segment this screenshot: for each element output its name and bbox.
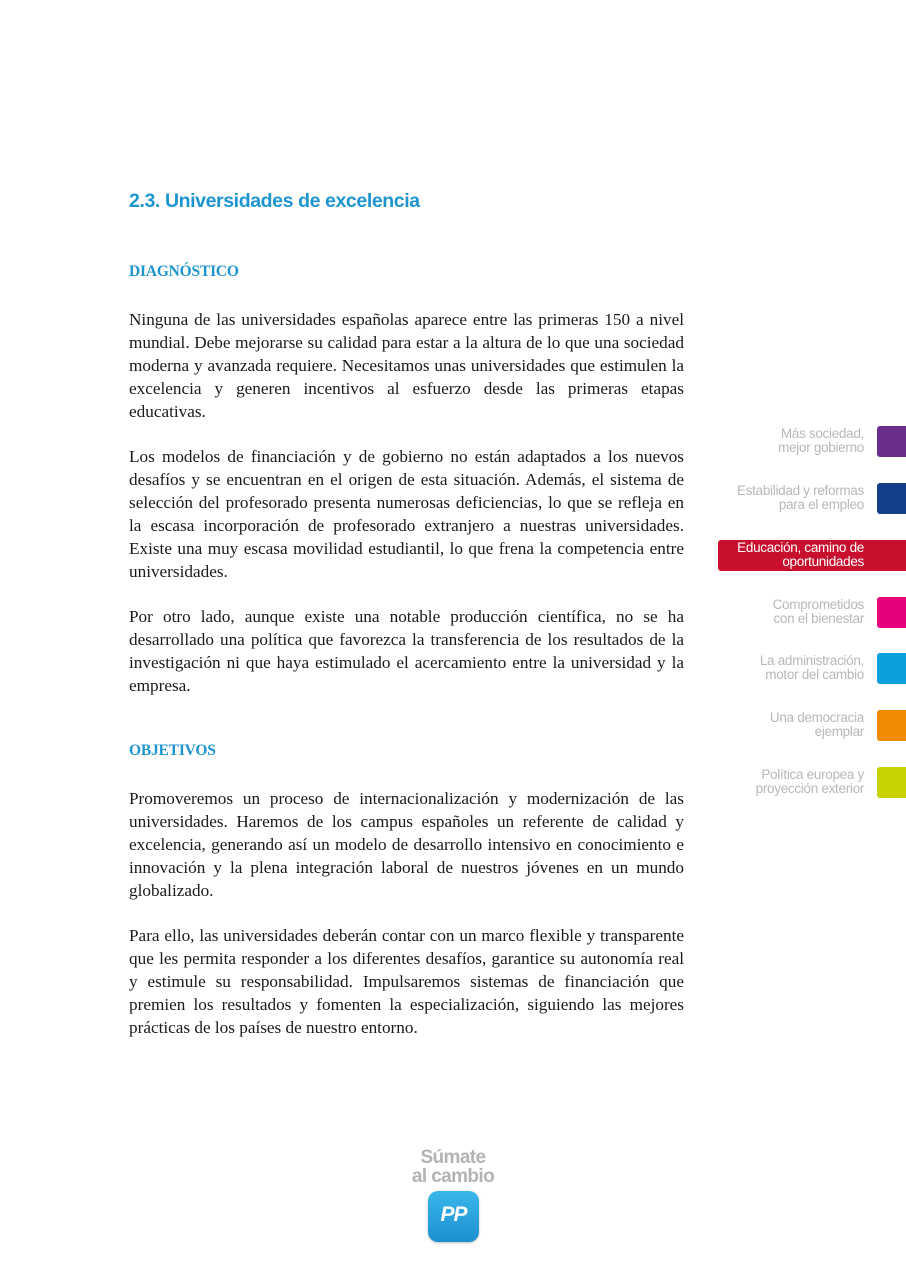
nav-label-line1: Comprometidos (772, 597, 864, 612)
nav-label-line1: Estabilidad y reformas (737, 483, 864, 498)
section-heading-diagnostico: DIAGNÓSTICO (129, 263, 239, 280)
pp-logo-icon (428, 1191, 479, 1242)
paragraph: Para ello, las universidades deberán contar con un marco flexible y transparente que les permita responder a los diferentes desafíos, garantice su autonomía real y estimule su responsabilidad. Impulsaremos sistemas de financiación que premien los resultados y fomenten la especialización, siguiendo las mejores prácticas de los países de nuestro entorno. (129, 926, 684, 1037)
slogan-line1: Súmate (420, 1147, 486, 1168)
nav-item-politica-europea[interactable] (666, 767, 906, 799)
nav-color-tab (877, 653, 906, 684)
logo-text: PP (440, 1203, 467, 1226)
paragraph: Los modelos de financiación y de gobierno no están adaptados a los nuevos desafíos y se encuentran en el origen de esta situación. Además, el sistema de selección del profesorado presenta numerosas deficiencias, lo que se refleja en la escasa incorporación de profesorado extranjero a nuestras universidades. Existe una muy escasa movilidad estudiantil, lo que frena la competencia entre universidades. (129, 447, 684, 581)
nav-label-line1: Educación, camino de (737, 540, 864, 555)
nav-color-tab (877, 483, 906, 514)
nav-color-tab (877, 710, 906, 741)
page-title: 2.3. Universidades de excelencia (129, 190, 420, 212)
nav-label-line1: Política europea y (761, 767, 864, 782)
slogan-line2: al cambio (411, 1166, 495, 1187)
nav-label-line1: Una democracia (769, 710, 864, 725)
nav-item-mas-sociedad[interactable] (666, 426, 906, 458)
nav-item-estabilidad[interactable] (666, 483, 906, 515)
nav-label-line2: mejor gobierno (778, 440, 864, 455)
chapter-nav (666, 0, 906, 1280)
paragraph: Ninguna de las universidades españolas aparece entre las primeras 150 a nivel mundial. Debe mejorarse su calidad para estar a la altura de lo que una sociedad moderna y avanzada requiere. Necesitamos unas universidades que estimulen la excelencia y generen incentivos al esfuerzo desde las primeras etapas educativas. (129, 310, 684, 421)
nav-item-administracion[interactable] (666, 653, 906, 685)
nav-label-line2: para el empleo (778, 497, 864, 512)
nav-item-comprometidos[interactable] (666, 597, 906, 629)
nav-item-democracia[interactable] (666, 710, 906, 742)
paragraph: Promoveremos un proceso de internacionalización y modernización de las universidades. Haremos de los campus españoles un referente de calidad y excelencia, generando así un modelo de desarrollo intensivo en conocimiento e innovación y la plena integración laboral de nuestros jóvenes en un mundo globalizado. (129, 789, 684, 900)
nav-label-line1: La administración, (759, 653, 864, 668)
nav-label-line2: motor del cambio (765, 667, 864, 682)
nav-label-line1: Más sociedad, (780, 426, 864, 441)
nav-label-line2: oportunidades (782, 554, 864, 569)
nav-item-educacion[interactable] (666, 540, 906, 572)
nav-color-tab (877, 767, 906, 798)
nav-label-line2: proyección exterior (755, 781, 864, 796)
nav-label-line2: ejemplar (814, 724, 864, 739)
section-heading-objetivos: OBJETIVOS (129, 742, 216, 759)
nav-label-line2: con el bienestar (773, 611, 864, 626)
footer-slogan (383, 1148, 523, 1186)
paragraph: Por otro lado, aunque existe una notable producción científica, no se ha desarrollado una política que favorezca la transferencia de los resultados de la investigación ni que haya estimulado el acercamiento entre la universidad y la empresa. (129, 607, 684, 695)
nav-color-tab (877, 426, 906, 457)
nav-color-tab (877, 597, 906, 628)
